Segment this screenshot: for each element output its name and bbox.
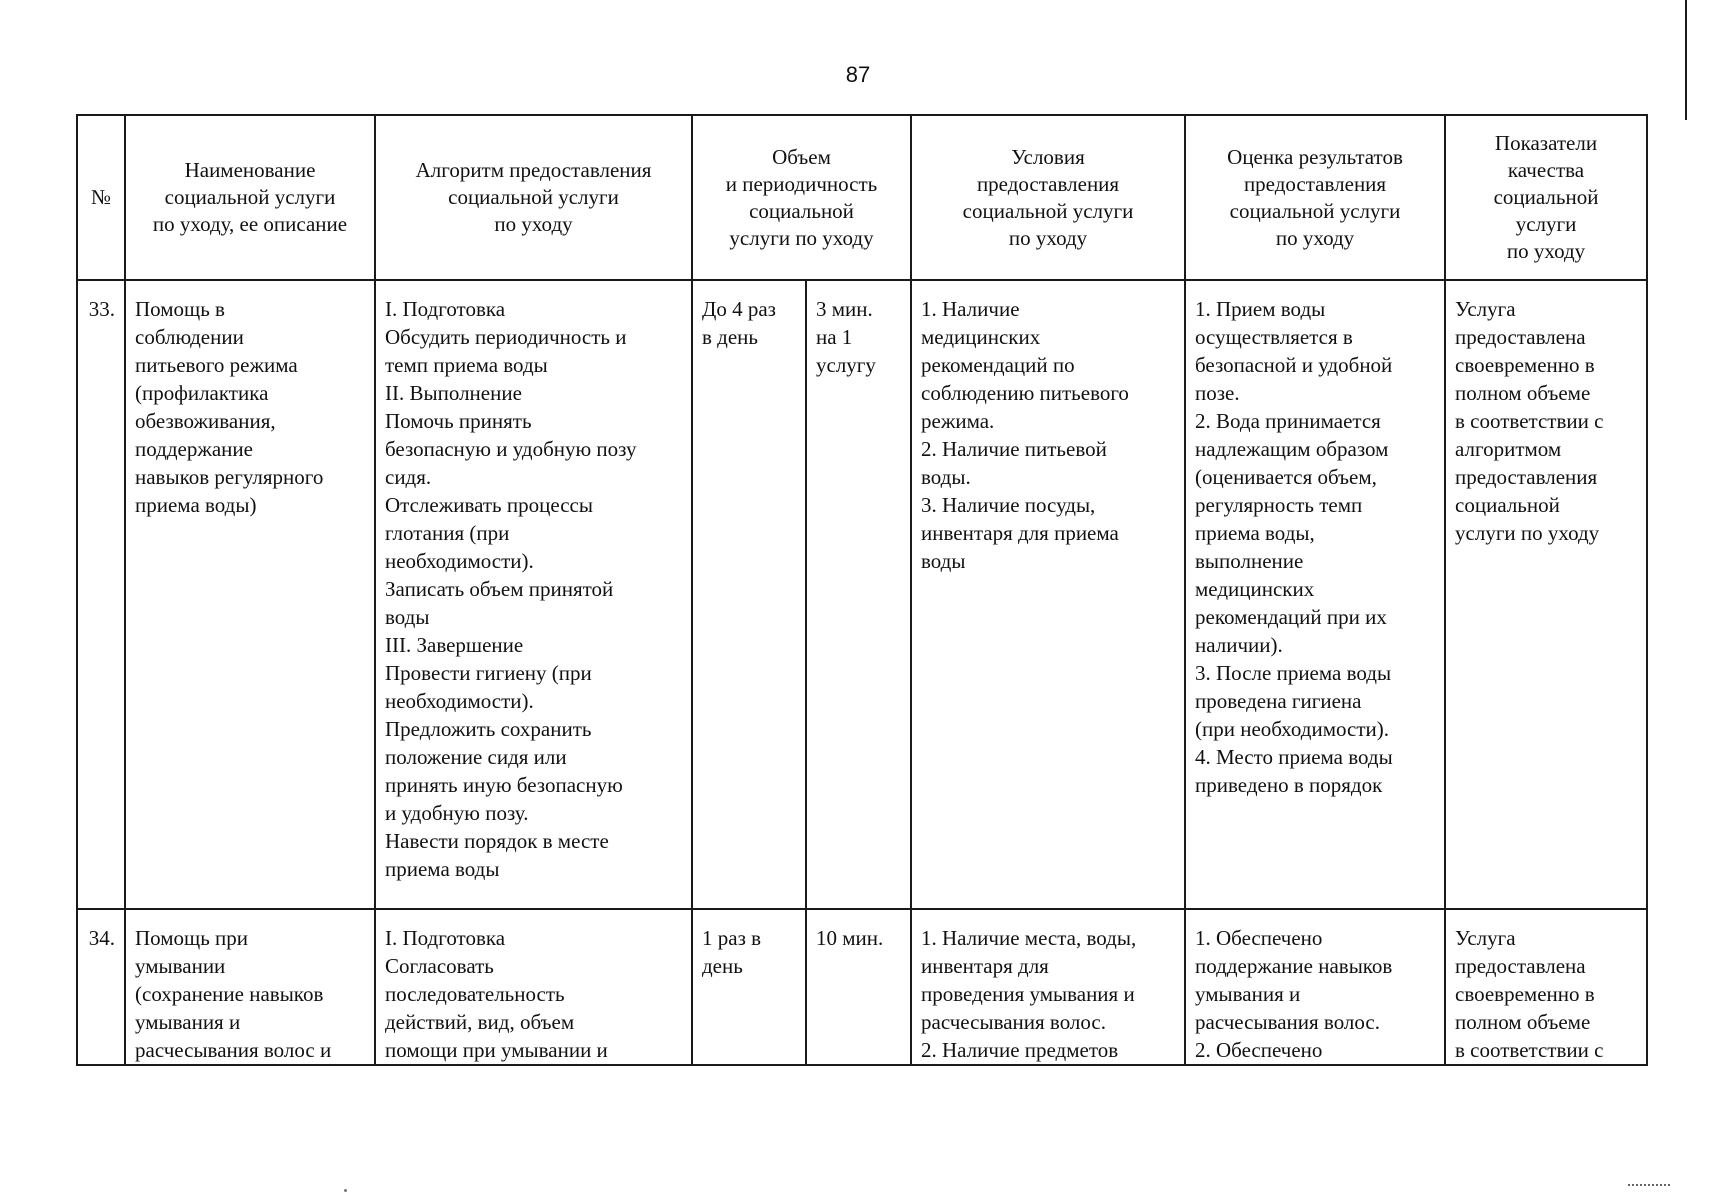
document-sheet xyxy=(76,114,1646,1062)
header-algorithm: Алгоритм предоставления социальной услуги по уходу xyxy=(375,115,692,280)
duration-cell: 10 мин. xyxy=(806,909,911,1065)
conditions-cell: 1. Наличие медицинских рекомендаций по соблюдению питьевого режима. 2. Наличие питьевой воды. 3. Наличие посуды, инвентаря для приема воды xyxy=(911,280,1185,909)
row-number: 34. xyxy=(77,909,125,1065)
table-row xyxy=(77,909,1647,1065)
algorithm-cell: I. Подготовка Обсудить периодичность и темп приема воды II. Выполнение Помочь принять безопасную и удобную позу сидя. Отслеживать процессы глотания (при необходимости). Записать объем принятой воды III. Завершение Провести гигиену (при необходимости). Предложить сохранить положение сидя или принять иную безопасную и удобную позу. Навести порядок в месте приема воды xyxy=(375,280,692,909)
frequency-cell: До 4 раз в день xyxy=(692,280,806,909)
algorithm-cell: I. Подготовка Согласовать последовательность действий, вид, объем помощи при умывании и xyxy=(375,909,692,1065)
service-name-cell: Помощь в соблюдении питьевого режима (профилактика обезвоживания, поддержание навыков регулярного приема воды) xyxy=(125,280,375,909)
table-header-row xyxy=(77,115,1647,280)
quality-cell: Услуга предоставлена своевременно в полном объеме в соответствии с алгоритмом предоставления социальной услуги по уходу xyxy=(1445,280,1647,909)
table-row xyxy=(77,280,1647,909)
conditions-cell: 1. Наличие места, воды, инвентаря для проведения умывания и расчесывания волос. 2. Наличие предметов xyxy=(911,909,1185,1065)
evaluation-cell: 1. Прием воды осуществляется в безопасной и удобной позе. 2. Вода принимается надлежащим образом (оценивается объем, регулярность темп приема воды, выполнение медицинских рекомендаций при их наличии). 3. После приема воды проведена гигиена (при необходимости). 4. Место приема воды приведено в порядок xyxy=(1185,280,1445,909)
page-number: 87 xyxy=(845,62,871,87)
header-service-name: Наименование социальной услуги по уходу, ее описание xyxy=(125,115,375,280)
scan-dot xyxy=(344,1189,347,1192)
frequency-cell: 1 раз в день xyxy=(692,909,806,1065)
quality-cell: Услуга предоставлена своевременно в полном объеме в соответствии с xyxy=(1445,909,1647,1065)
scan-artifact xyxy=(1628,1184,1670,1188)
service-name-cell: Помощь при умывании (сохранение навыков умывания и расчесывания волос и xyxy=(125,909,375,1065)
row-number: 33. xyxy=(77,280,125,909)
header-volume-frequency: Объем и периодичность социальной услуги по уходу xyxy=(692,115,911,280)
header-conditions: Условия предоставления социальной услуги по уходу xyxy=(911,115,1185,280)
scan-edge-line xyxy=(1685,0,1687,120)
header-quality-indicators: Показатели качества социальной услуги по уходу xyxy=(1445,115,1647,280)
header-evaluation: Оценка результатов предоставления социальной услуги по уходу xyxy=(1185,115,1445,280)
duration-cell: 3 мин. на 1 услугу xyxy=(806,280,911,909)
social-services-table xyxy=(76,114,1648,1066)
header-number: № xyxy=(77,115,125,280)
evaluation-cell: 1. Обеспечено поддержание навыков умывания и расчесывания волос. 2. Обеспечено xyxy=(1185,909,1445,1065)
